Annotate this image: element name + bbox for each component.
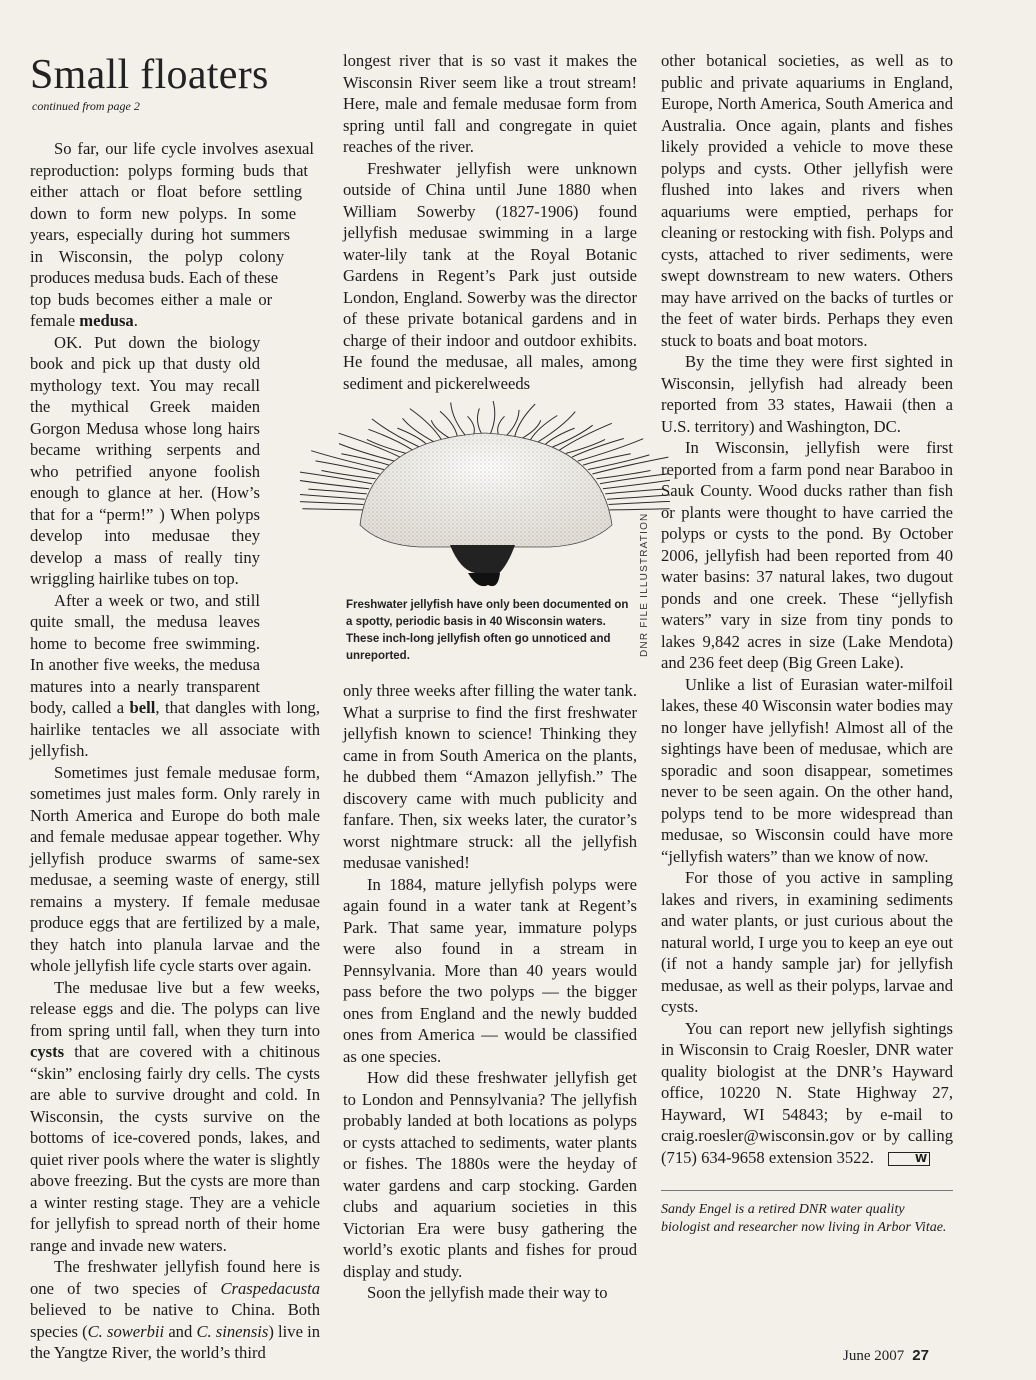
tentacle	[316, 461, 380, 474]
tentacle	[605, 489, 663, 494]
tentacle	[300, 501, 364, 504]
paragraph: So far, our life cycle involves asexual reproduction: polyps forming buds that either attach or float before settling down to form new polyps. In some years, especially during hot summers in Wisconsin, the polyp colony produces medusa buds. Each of these top buds becomes either a male or female medusa.	[30, 139, 315, 330]
tentacle	[490, 401, 495, 434]
tentacle	[341, 454, 389, 465]
paragraph: Soon the jellyfish made their way to	[367, 1283, 608, 1302]
tentacle	[498, 416, 505, 434]
paragraph: longest river that is so vast it makes the Wisconsin River seem like a trout stream! Here, male and female medusae form from spring until fall and congregate in quiet reaches of the river.	[343, 51, 637, 156]
term-bell: bell	[129, 698, 156, 717]
tentacle	[468, 416, 475, 434]
term-medusa: medusa	[79, 311, 134, 330]
tentacle	[397, 428, 426, 444]
issue-date: June 2007	[843, 1348, 905, 1364]
term-cysts: cysts	[30, 1042, 65, 1061]
paragraph: Freshwater jellyfish were unknown outside of China until June 1880 when William Sowerby (1827-1906) found jellyfish medusae swimming in a large water-lily tank at the Royal Botanic Gardens in Regent’s Park just outside London, England. Sowerby was the director of these private botanical gardens and in charge of their indoor and outdoor exhibits. He found the medusae, all males, among sediment and pickerelweeds	[343, 158, 637, 393]
paragraph: By the time they were first sighted in Wisconsin, jellyfish had already been reported from 33 states, Hawaii (then a U.S. territory) and Washington, DC.	[661, 352, 953, 436]
tentacle	[302, 509, 362, 510]
tentacle	[368, 429, 412, 450]
paragraph: The medusae live but a few weeks, release eggs and die. The polyps can live from spring until fall, when they turn into cysts that are covered with a chitinous “skin” enclosing fairly dry cells. The cysts are able to survive drought and cold. In Wisconsin, the cysts survive on the bottoms of ice-covered ponds, lakes, and quiet river pools where the water is slightly above freezing. But the cysts are more than a winter resting stage. They are a vehicle for jellyfish to spread north of their home range and invade new waters.	[30, 977, 320, 1255]
tentacle	[440, 411, 457, 436]
paragraph: How did these freshwater jellyfish get to London and Pennsylvania? The jellyfish probably landed at both locations as polyps or cysts attached to sediments, water plants or fishes. The 1880s were the heyday of water gardens and carp stocking. Garden clubs and aquarium societies in this Victorian Era were busy gathering the world’s exotic plants and fishes for proud display and study.	[343, 1068, 637, 1281]
paragraph: Unlike a list of Eurasian water-milfoil lakes, these 40 Wisconsin water bodies may no longer have jellyfish! Almost all of the sightings have been of medusae, which are sporadic and soon disappear, sometimes never to be seen again. On the other hand, polyps tend to be more widespread than medusae, so Wisconsin could have more “jellyfish waters” than we know of now.	[661, 674, 953, 866]
paragraph: other botanical societies, as well as to public and private aquariums in England, Europe, North America, South America and Australia. Once again, plants and fishes likely provided a vehicle to move these polyps and cysts. Other jellyfish were flushed into lakes and rivers when aquariums were emptied, perhaps for cleaning or restocking with fish. Polyps and cysts, attached to river sediments, were swept downstream to new waters. Others may have arrived on the backs of turtles or the feet of water birds. Perhaps they even stuck to boats and boat motors.	[661, 51, 953, 350]
tentacle	[507, 410, 519, 436]
continued-note: continued from page 2	[32, 99, 140, 113]
column-3	[661, 50, 953, 1237]
paragraph: Sometimes just female medusae form, sometimes just males form. Only rarely in North America and Europe do both male and female medusae appear together. Why jellyfish produce swarms of same-sex medusae, a seeming waste of energy, still remains a mystery. If female medusae produce eggs that are fertilized by a male, they hatch into planula larvae and the whole jellyfish life cycle starts over again.	[30, 762, 320, 975]
jellyfish-illustration	[300, 395, 670, 605]
tentacle	[308, 489, 366, 494]
tentacle	[339, 433, 400, 457]
tentacle	[300, 493, 365, 500]
paragraph: The freshwater jellyfish found here is one of two species of Craspedacusta believed to be native to China. Both species (C. sowerbii and C. sinensis) live in the Yangtze River, the world’s third	[30, 1257, 321, 1362]
paragraph: only three weeks after filling the water tank. What a surprise to find the first freshwater jellyfish known to science! Thinking they came in from South America on the plants, he dubbed them “Amazon jellyfish.” The discovery came with much publicity and fanfare. Then, six weeks later, the curator’s worst nightmare struck: all the jellyfish medusae vanished!	[343, 681, 637, 872]
tentacle	[603, 478, 670, 489]
figure-caption: Freshwater jellyfish have only been documented on a spotty, periodic basis in 40 Wisconsin waters. These inch-long jellyfish often go unnoticed and unreported.	[346, 599, 629, 662]
paragraph: You can report new jellyfish sightings in Wisconsin to Craig Roesler, DNR water quality biologist at the DNR’s Hayward office, 10220 N. State Highway 27, Hayward, WI 54843; by e-mail to craig.roesler@wisconsin.gov or by calling (715) 634-9658 extension 3522. W	[661, 1018, 953, 1167]
tentacle	[339, 444, 394, 461]
illustration-credit: DNR FILE ILLUSTRATION	[639, 512, 650, 657]
tentacle	[583, 454, 631, 465]
paragraph: OK. Put down the biology book and pick up that dusty old mythology text. You may recall the mythical Greek maiden Gorgon Medusa whose long hairs became writhing serpents and who petrified anyone foolish enough to glance at her. (How’s that for a “perm!” ) When polyps develop into medusae they develop a mass of really tiny wriggling hairlike tubes on top.	[30, 332, 261, 588]
end-mark-icon: W	[888, 1152, 930, 1166]
article-title: Small floaters	[30, 52, 269, 98]
page-number: 27	[912, 1347, 929, 1364]
paragraph: In Wisconsin, jellyfish were first reported from a farm pond near Baraboo in Sauk County. Wood ducks rather than fish or plants were thought to have carried the polyps or cysts to the pond. By October 2006, jellyfish had been reported from 40 water basins: 37 natural lakes, two dugout ponds and one creek. These “jellyfish waters” vary in size from tiny ponds to lakes 9,842 acres in size (Lake Mendota) and 236 feet deep (Big Green Lake).	[661, 438, 953, 672]
tentacle	[559, 423, 611, 450]
tentacle	[523, 420, 541, 438]
paragraph: After a week or two, and still quite small, the medusa leaves home to become free swimming. In another five weeks, the medusa matures into a nearly transparent body, called a bell, that dangles with long, hairlike tentacles we all associate with jellyfish.	[30, 590, 320, 760]
author-bio: Sandy Engel is a retired DNR water quality biologist and researcher now living in Arbor Vitae.	[661, 1202, 947, 1235]
paragraph: In 1884, mature jellyfish polyps were again found in a water tank at Regent’s Park. That same year, immature polyps were also found in a stream in Pennsylvania. More than 40 years would pass before the two polyps — the bigger ones from England and the newly budded ones from America — would be classified as one species.	[343, 874, 637, 1066]
tentacle	[322, 471, 376, 479]
bio-divider	[661, 1190, 953, 1191]
page-footer	[843, 1347, 929, 1365]
tentacle	[546, 428, 575, 444]
tentacle	[531, 416, 558, 440]
tentacle	[451, 403, 466, 436]
column-2	[343, 50, 637, 1304]
paragraph: For those of you active in sampling lakes and rivers, in examining sediments and water plants, or just curious about the natural world, I urge you to keep an eye out (if not a handy sample jar) for jellyfish medusae, as well as their polyps, larvae and cysts.	[661, 868, 953, 1016]
tentacle	[410, 409, 442, 440]
column-1	[30, 52, 320, 1364]
tentacle	[572, 439, 624, 458]
jellyfish-figure	[300, 395, 670, 670]
tentacle	[477, 408, 481, 434]
